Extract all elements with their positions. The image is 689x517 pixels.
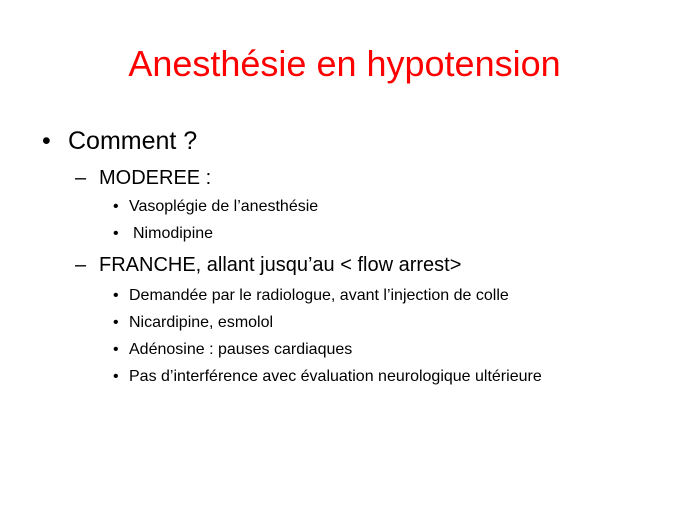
slide-title: Anesthésie en hypotension — [128, 43, 561, 84]
list-item: Demandée par le radiologue, avant l’injection de colle — [129, 287, 509, 304]
sub-bullet-marker: • — [113, 225, 119, 242]
sub-bullet-marker: • — [113, 314, 119, 331]
list-item: Pas d’interférence avec évaluation neurologique ultérieure — [129, 368, 542, 385]
dash-marker: – — [75, 254, 87, 276]
sub-bullet-marker: • — [113, 287, 119, 304]
subheading-moderee: MODEREE : — [99, 167, 212, 189]
list-item: Adénosine : pauses cardiaques — [129, 341, 353, 358]
list-item: Nimodipine — [133, 225, 214, 242]
list-item: Nicardipine, esmolol — [129, 314, 274, 331]
list-item: Vasoplégie de l’anesthésie — [129, 198, 319, 215]
sub-bullet-marker: • — [113, 198, 119, 215]
subheading-franche: FRANCHE, allant jusqu’au < flow arrest> — [99, 254, 462, 276]
sub-bullet-marker: • — [113, 368, 119, 385]
dash-marker: – — [75, 167, 87, 189]
bullet-comment: Comment ? — [68, 127, 198, 155]
sub-bullet-marker: • — [113, 341, 119, 358]
bullet-marker: • — [42, 127, 51, 155]
